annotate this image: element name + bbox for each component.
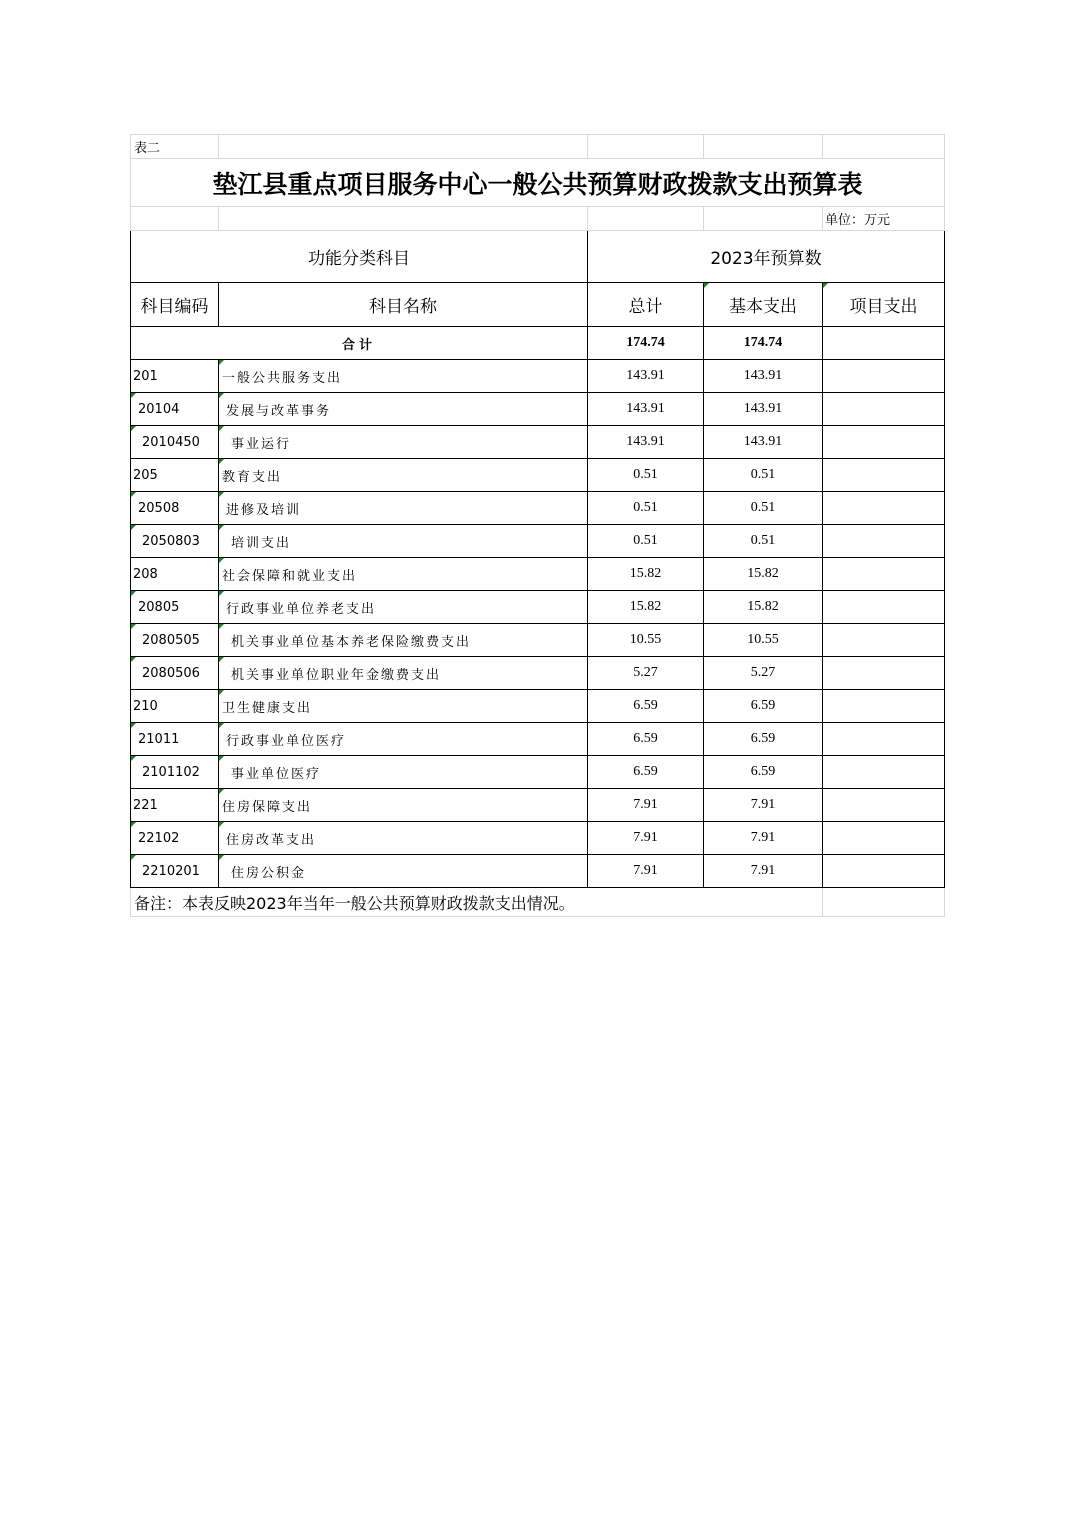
table-row <box>131 822 945 855</box>
row-project <box>823 690 945 723</box>
row-total: 143.91 <box>588 360 704 393</box>
table-label: 表二 <box>131 135 219 159</box>
row-total: 7.91 <box>588 789 704 822</box>
row-basic: 5.27 <box>704 657 823 690</box>
row-project <box>823 492 945 525</box>
row-code: 201 <box>131 360 219 393</box>
row-basic: 15.82 <box>704 558 823 591</box>
table-row <box>131 525 945 558</box>
row-basic: 10.55 <box>704 624 823 657</box>
header-name: 科目名称 <box>219 283 588 327</box>
row-name: 发展与改革事务 <box>219 393 588 426</box>
header-total: 总计 <box>588 283 704 327</box>
row-name: 事业单位医疗 <box>219 756 588 789</box>
table-row <box>131 591 945 624</box>
row-total: 6.59 <box>588 723 704 756</box>
row-basic: 6.59 <box>704 756 823 789</box>
row-project <box>823 525 945 558</box>
row-total: 6.59 <box>588 690 704 723</box>
row-basic: 143.91 <box>704 393 823 426</box>
row-total: 15.82 <box>588 591 704 624</box>
row-total: 0.51 <box>588 525 704 558</box>
row-code: 2050803 <box>131 525 219 558</box>
row-code: 2101102 <box>131 756 219 789</box>
row-code: 208 <box>131 558 219 591</box>
table-row <box>131 393 945 426</box>
row-code: 2080506 <box>131 657 219 690</box>
budget-sheet <box>130 134 944 917</box>
row-code: 2210201 <box>131 855 219 888</box>
row-code: 20104 <box>131 393 219 426</box>
row-project <box>823 789 945 822</box>
row-project <box>823 558 945 591</box>
row-basic: 143.91 <box>704 360 823 393</box>
row-code: 2080505 <box>131 624 219 657</box>
row-total: 5.27 <box>588 657 704 690</box>
row-code: 221 <box>131 789 219 822</box>
row-project <box>823 822 945 855</box>
row-name: 住房公积金 <box>219 855 588 888</box>
row-total: 15.82 <box>588 558 704 591</box>
row-total: 143.91 <box>588 426 704 459</box>
row-name: 行政事业单位养老支出 <box>219 591 588 624</box>
table-row <box>131 690 945 723</box>
row-code: 22102 <box>131 822 219 855</box>
row-project <box>823 657 945 690</box>
row-code: 21011 <box>131 723 219 756</box>
table-row <box>131 789 945 822</box>
row-name: 卫生健康支出 <box>219 690 588 723</box>
table-row <box>131 723 945 756</box>
row-name: 机关事业单位职业年金缴费支出 <box>219 657 588 690</box>
row-name: 进修及培训 <box>219 492 588 525</box>
row-code: 20508 <box>131 492 219 525</box>
row-name: 事业运行 <box>219 426 588 459</box>
row-total: 7.91 <box>588 855 704 888</box>
row-basic: 7.91 <box>704 789 823 822</box>
row-name: 机关事业单位基本养老保险缴费支出 <box>219 624 588 657</box>
row-project <box>823 393 945 426</box>
row-total: 10.55 <box>588 624 704 657</box>
row-name: 行政事业单位医疗 <box>219 723 588 756</box>
table-row <box>131 492 945 525</box>
row-basic: 0.51 <box>704 492 823 525</box>
header-project: 项目支出 <box>823 283 945 327</box>
table-row <box>131 624 945 657</box>
table-row <box>131 756 945 789</box>
row-basic: 0.51 <box>704 525 823 558</box>
row-code: 20805 <box>131 591 219 624</box>
row-basic: 15.82 <box>704 591 823 624</box>
row-name: 住房保障支出 <box>219 789 588 822</box>
row-basic: 143.91 <box>704 426 823 459</box>
unit-label: 单位：万元 <box>823 207 945 231</box>
row-basic: 0.51 <box>704 459 823 492</box>
row-project <box>823 591 945 624</box>
row-total: 7.91 <box>588 822 704 855</box>
header-code: 科目编码 <box>131 283 219 327</box>
row-project <box>823 426 945 459</box>
row-project <box>823 360 945 393</box>
total-label: 合计 <box>131 327 588 360</box>
page-title: 垫江县重点项目服务中心一般公共预算财政拨款支出预算表 <box>131 159 945 207</box>
row-name: 教育支出 <box>219 459 588 492</box>
table-row <box>131 426 945 459</box>
header-budget-group: 2023年预算数 <box>588 231 945 283</box>
row-basic: 6.59 <box>704 723 823 756</box>
row-name: 社会保障和就业支出 <box>219 558 588 591</box>
row-code: 205 <box>131 459 219 492</box>
row-code: 2010450 <box>131 426 219 459</box>
row-name: 培训支出 <box>219 525 588 558</box>
row-name: 一般公共服务支出 <box>219 360 588 393</box>
budget-table <box>130 134 945 917</box>
row-total: 0.51 <box>588 459 704 492</box>
row-basic: 6.59 <box>704 690 823 723</box>
footnote: 备注：本表反映2023年当年一般公共预算财政拨款支出情况。 <box>131 888 823 917</box>
total-row <box>131 327 945 360</box>
table-row <box>131 459 945 492</box>
table-row <box>131 657 945 690</box>
table-row <box>131 360 945 393</box>
row-total: 143.91 <box>588 393 704 426</box>
row-project <box>823 624 945 657</box>
row-basic: 7.91 <box>704 855 823 888</box>
total-basic: 174.74 <box>704 327 823 360</box>
header-function-group: 功能分类科目 <box>131 231 588 283</box>
table-row <box>131 855 945 888</box>
total-project <box>823 327 945 360</box>
row-project <box>823 756 945 789</box>
row-project <box>823 723 945 756</box>
table-row <box>131 558 945 591</box>
row-code: 210 <box>131 690 219 723</box>
row-project <box>823 855 945 888</box>
row-basic: 7.91 <box>704 822 823 855</box>
header-basic: 基本支出 <box>704 283 823 327</box>
row-name: 住房改革支出 <box>219 822 588 855</box>
total-sum: 174.74 <box>588 327 704 360</box>
row-project <box>823 459 945 492</box>
row-total: 6.59 <box>588 756 704 789</box>
row-total: 0.51 <box>588 492 704 525</box>
